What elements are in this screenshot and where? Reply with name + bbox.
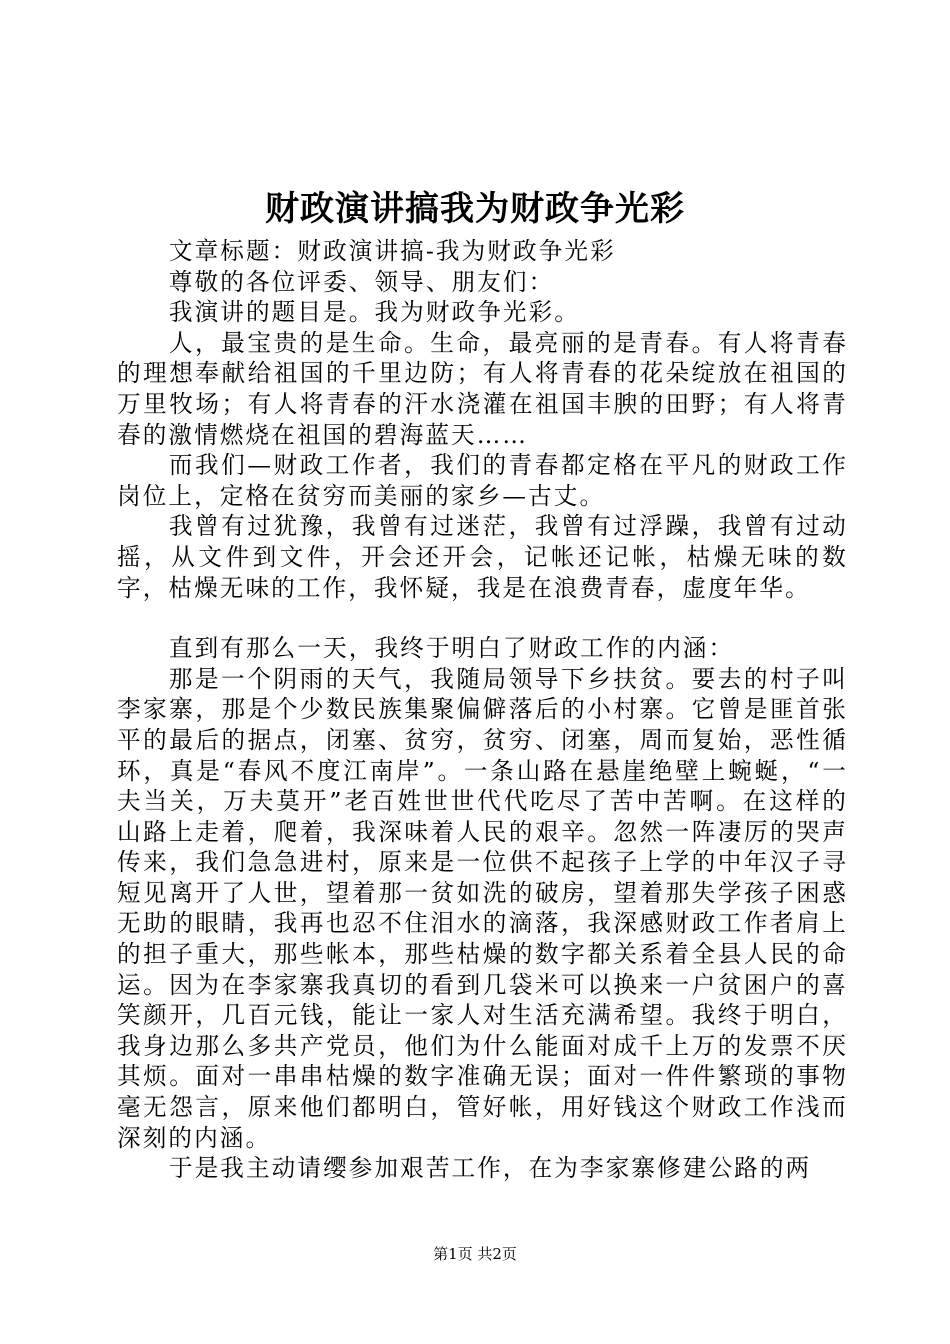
paragraph-article-title: 文章标题：财政演讲搞-我为财政争光彩 [168, 237, 616, 265]
paragraph-topic: 我演讲的题目是。我为财政争光彩。 [168, 298, 581, 327]
paragraph-realization: 直到有那么一天，我终于明白了财政工作的内涵： [168, 634, 735, 663]
paragraph-youth: 人，最宝贵的是生命。生命，最亮丽的是青春。有人将青春的理想奉献给祖国的千里边防；有人将青春的花朵绽放在祖国的万里牧场；有人将青春的汗水浇灌在祖国丰腴的田野；有人将青春的激情燃烧在祖国的碧海蓝天…… [117, 328, 848, 449]
paragraph-doubt: 我曾有过犹豫，我曾有过迷茫，我曾有过浮躁，我曾有过动摇，从文件到文件，开会还开会，记帐还记帐，枯燥无味的数字，枯燥无味的工作，我怀疑，我是在浪费青春，虚度年华。 [117, 512, 848, 602]
paragraph-village-story: 那是一个阴雨的天气，我随局领导下乡扶贫。要去的村子叫李家寨，那是个少数民族集聚偏僻落后的小村寨。它曾是匪首张平的最后的据点，闭塞、贫穷，贫穷、闭塞，周而复始，恶性循环，真是“春风不度江南岸”。一条山路在悬崖绝壁上蜿蜒，“一夫当关，万夫莫开”老百姓世世代代吃尽了苦中苦啊。在这样的山路上走着，爬着，我深味着人民的艰辛。忽然一阵凄厉的哭声传来，我们急急进村，原来是一位供不起孩子上学的中年汉子寻短见离开了人世，望着那一贫如洗的破房，望着那失学孩子困惑无助的眼睛，我再也忍不住泪水的滴落，我深感财政工作者肩上的担子重大，那些帐本，那些枯燥的数字都关系着全县人民的命运。因为在李家寨我真切的看到几袋米可以换来一户贫困户的喜笑颜开，几百元钱，能让一家人对生活充满希望。我终于明白，我身边那么多共产党员，他们为什么能面对成千上万的发票不厌其烦。面对一串串枯燥的数字准确无误；面对一件件繁琐的事物毫无怨言，原来他们都明白，管好帐，用好钱这个财政工作浅而深刻的内涵。 [117, 664, 848, 1152]
page-footer: 第1页 共2页 [433, 1245, 517, 1263]
paragraph-greeting: 尊敬的各位评委、领导、朋友们： [168, 267, 555, 296]
paragraph-finance-workers: 而我们—财政工作者，我们的青春都定格在平凡的财政工作岗位上，定格在贫穷而美丽的家乡—古丈。 [117, 451, 848, 510]
document-body [117, 236, 848, 1184]
document-title: 财政演讲搞我为财政争光彩 [265, 189, 685, 229]
paragraph-volunteer: 于是我主动请缨参加艰苦工作，在为李家寨修建公路的两 [168, 1154, 812, 1183]
